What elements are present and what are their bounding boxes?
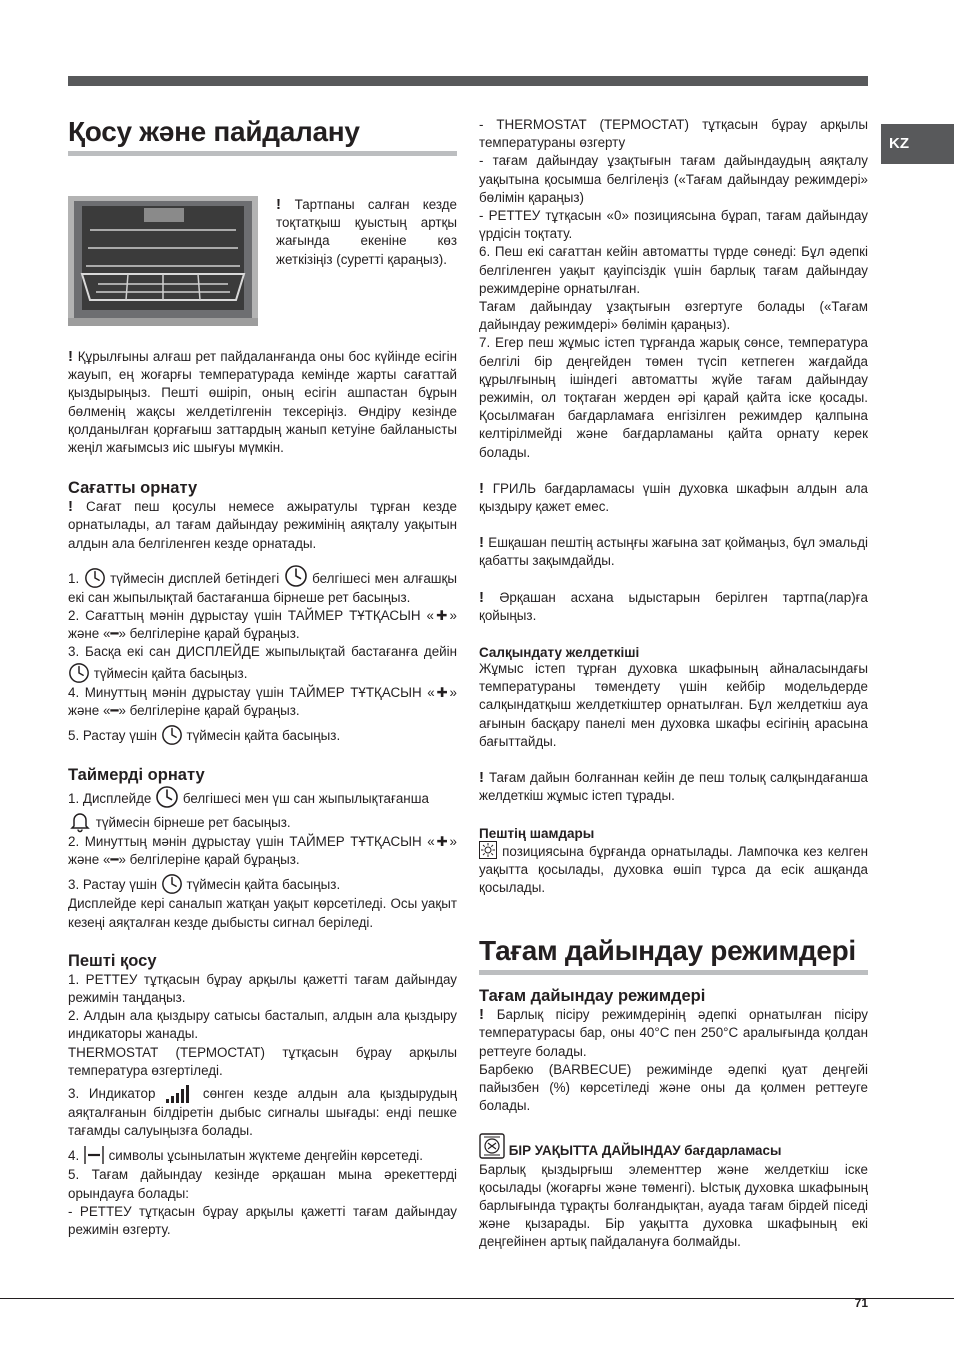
left-column: Қосу және пайдалану ! Тартпаны салған кезде тоқтатқыш қуыстың артқы жағында екеніне көз жеткізіңіз (суретті қараңыз). ! Құрылғыны алғаш рет пайдаланғанда оны бос күйінде есігін жауып, ең жоғарғы температурада кемінде жарты сағаттай қыздырыңыз. Пешті өшіріп, оның есігін ашпастан бұрын бөлменің жақсы желдетілгенін тексеріңіз. Өндіру кезінде қолданылған қорғағыш заттардың жанып кетуіне байланысты жеңіл жағымсыз иіс шығуы мүмкін. Сағатты орнату ! Сағат пеш қосулы немесе ажыратулы тұрған кезде орнатылады, ал тағам дайындау режимінің аяқталу уақытын алдын ала белгіленген кезде орнатады. 1. түймесін дисплей бетіндегі белгішесі мен алғашқы екі сан жыпылықтай бастағанша бірнеше рет басыңыз. 2. Сағаттың мәнін дұрыстау үшін ТАЙМЕР ТҰТҚАСЫН «✚» және «━» белгілеріне қарай бұраңыз. 3. Басқа екі сан ДИСПЛЕЙДЕ жыпылықтай бастағанға дейін түймесін қайта басыңыз. 4. Минуттың мәнін дұрыстау үшін ТАЙМЕР ТҰТҚАСЫН «✚» және «━» белгілеріне қарай бұраңыз. 5. Растау үшін түймесін қайта басыңыз. Таймерді орнату 1. Дисплейде белгішесі мен үш сан жыпылықтағанша түймесін бірнеше рет басыңыз. 2. Минуттың мәнін дұрыстау үшін ТАЙМЕР ТҰТҚАСЫН «✚» және «━» белгілеріне қарай бұраңыз. 3. Растау үшін түймесін қайта басыңыз. Дисплейде кері саналып жатқан уақыт көрсетіледі. Осы уақыт кезеңі аяқталған кезде дыбысты сигнал беріледі. Пешті қосу 1. РЕТТЕУ тұтқасын бұрау арқылы қажетті тағам дайындау режимін таңдаңыз. 2. Алдын ала қыздыру сатысы басталып, алдын ала қыздыру индикаторы жанады. THERMOSTAT (ТЕРМОСТАТ) тұтқасын бұрау арқылы температура өзгертіледі. 3. Индикатор сөнген кезде алдын ала қыздырудың аяқталғанын білдіретін дыбыс сигналы шығады: енді пешке тағамды салуыңызға болады. 4. символы ұсынылатын жүктеме деңгейін көрсетеді. 5. Тағам дайындау кезінде әрқашан мына әрекеттерді орындауға болады: - РЕТТЕУ тұтқасын бұрау арқылы қажетті тағам дайындау режимін өзгерту. [68, 116, 457, 1239]
start-heading: Пешті қосу [68, 951, 157, 970]
plus-icon: ✚ [433, 608, 450, 624]
multi-mode-text: Барлық қыздырғыш элементтер және желдеткіш іске қосылады (жоғарғы және төменгі). Ыстық духовка шкафының барлығында тұрақты болғандықтан, ауада тағам бірдей піседі және қызарады. Бір уақытта духовка шкафының екі деңгейінен артық пайдалануға болмайды. [479, 1161, 868, 1250]
clock-button-icon [68, 662, 90, 684]
minus-icon: ━ [110, 852, 119, 868]
clock-heading: Сағатты орнату [68, 479, 198, 498]
tray-note-block: ! Тартпаны салған кезде тоқтатқыш қуыстың артқы жағында екеніне көз жеткізіңіз (суретті қараңыз). [68, 196, 457, 336]
clock-display-icon [155, 785, 179, 809]
shelf-level-icon [83, 1144, 105, 1166]
timer-step-3: 3. Растау үшін түймесін қайта басыңыз. Дисплейде кері саналып жатқан уақыт көрсетіледі. Осы уақыт кезеңі аяқталған кезде дыбысты сигнал беріледі. [68, 873, 457, 931]
fan-text: Жұмыс істеп тұрған духовка шкафының айналасындағы температураны төмендету үшін кейбір модельдерде салқындатқыш желдеткіштер орнатылған. Бұл желдеткіш ауа ағынын басқару панелі мен духовка шкафы есігінің арасына бағыттайды. [479, 661, 868, 749]
clock-display-icon [284, 563, 308, 589]
right-p5: Тағам дайындау ұзақтығын өзгертуге болады («Тағам дайындау режимдері» бөлімін қараңыз). [479, 299, 868, 333]
multi-cooking-icon [479, 1133, 505, 1159]
clock-note: Сағат пеш қосулы немесе ажыратулы тұрған кезде орнатылады, ал тағам дайындау режимінің аяқталу уақытын алдын ала белгіленген кезде орнатады. [68, 499, 457, 551]
timer-step-2: 2. Минуттың мәнін дұрыстау үшін ТАЙМЕР ТҰТҚАСЫН «✚» және «━» белгілеріне қарай бұраңыз. [68, 834, 457, 868]
clock-step-3: 3. Басқа екі сан ДИСПЛЕЙДЕ жыпылықтай бастағанға дейін түймесін қайта басыңыз. [68, 643, 457, 683]
clock-button-icon [161, 873, 183, 895]
clock-button-icon [161, 724, 183, 746]
cookware-note: Әрқашан асхана ыдыстарын берілген тартпа(лар)ға қойыңыз. [479, 589, 868, 623]
plus-icon: ✚ [434, 834, 450, 850]
modes-heading: Тағам дайындау режимдері [479, 987, 706, 1006]
right-p3: - РЕТТЕУ тұтқасын «0» позициясына бұрап, тағам дайындау үрдісін тоқтату. [479, 208, 868, 242]
right-column: - THERMOSTAT (ТЕРМОСТАТ) тұтқасын бұрау арқылы температураны өзгерту - тағам дайындау ұзақтығын тағам дайындаудың аяқталу уақытына қосымша белгілеңіз («Тағам дайындау режимдері» бөлімін қараңыз) - РЕТТЕУ тұтқасын «0» позициясына бұрап, тағам дайындау үрдісін тоқтату. 6. Пеш екі сағаттан кейін автоматты түрде сөнеді: Бұл әдепкі белгіленген уақыт қауіпсіздік үшін барлық тағам дайындау режимдеріне орнатылған. Тағам дайындау ұзақтығын өзгертуге болады («Тағам дайындау режимдері» бөлімін қараңыз). 7. Егер пеш жұмыс істеп тұрғанда жарық сөнсе, температура белгілі бір деңгейден төмен түсіп кетпеген жағдайда құрылғының ішіндегі автоматты жүйе тағам дайындау режимін, ол тоқтаған жерден әрі қарай қайта іске қосады. Қосылмаған бағдарламаға енгізілген режимдер қалпына келтірілмейді және бағдарламаны қайта орнату керек болады. ! ГРИЛЬ бағдарламасы үшін духовка шкафын алдын ала қыздыру қажет емес. ! Ешқашан пештің астыңғы жағына зат қоймаңыз, бұл эмальді қабатты зақымдайды. ! Әрқашан асхана ыдыстарын берілген тартпа(лар)ға қойыңыз. Салқындату желдеткіші Жұмыс істеп тұрған духовка шкафының айналасындағы температураны төмендету үшін кейбір модельдерде салқындатқыш желдеткіштер орнатылған. Бұл желдеткіш ауа ағынын басқару панелі мен духовка шкафы есігінің арасына бағыттайды. ! Тағам дайын болғаннан кейін де пеш толық салқындағанша желдеткіш жұмыс істеп тұрады. Пештің шамдары позициясына бұрғанда орнатылады. Лампочка кез келген уақытта қосылады, духовка өшіп тұрса да есік ашқанда қосылады. Тағам дайындау режимдері Тағам дайындау режимдері ! Барлық пісіру режимдерінің әдепкі орнатылған пісіру температурасы бар, оны 40°C пен 250°C аралығында қолдан реттеуге болады. Барбекю (BARBECUE) режимінде әдепкі қуат деңгейі пайызбен (%) көрсетіледі және оны да қолмен реттеуге болады. БІР УАҚЫТТА ДАЙЫНДАУ бағдарламасы Барлық қыздырғыш элементтер және желдеткіш іске қосылады (жоғарғы және төменгі). Ыстық духовка шкафының барлығында тұрақты болғандықтан, ауада тағам бірдей піседі және қызарады. Бір уақытта духовка шкафының екі деңгейінен артық пайдалануға болмайды. [479, 116, 868, 1252]
fan-heading: Салқындату желдеткіші [479, 645, 640, 661]
multi-mode-row [479, 1133, 868, 1160]
modes-p1: Барлық пісіру режимдерінің әдепкі орнатылған пісіру температурасы бар, оны 40°C пен 250°C аралығында қолдан реттеуге болады. [479, 1007, 868, 1059]
timer-step-1: 1. Дисплейде белгішесі мен үш сан жыпылықтағанша түймесін бірнеше рет басыңыз. [68, 785, 457, 833]
oven-rack-illustration [68, 196, 258, 326]
minus-icon: ━ [110, 702, 119, 718]
multi-mode-label: БІР УАҚЫТТА ДАЙЫНДАУ бағдарламасы [508, 1143, 782, 1159]
start-p4: 3. Индикатор сөнген кезде алдын ала қыздырудың аяқталғанын білдіретін дыбыс сигналы шығады: енді пешке тағамды салуыңызға болады. [68, 1086, 457, 1139]
plus-icon: ✚ [434, 684, 450, 700]
lamp-heading: Пештің шамдары [479, 825, 595, 841]
clock-step-4: 4. Минуттың мәнін дұрыстау үшін ТАЙМЕР ТҰТҚАСЫН «✚» және «━» белгілеріне қарай бұраңыз. [68, 684, 457, 718]
start-p7: - РЕТТЕУ тұтқасын бұрау арқылы қажетті тағам дайындау режимін өзгерту. [68, 1203, 457, 1238]
first-use-note: Құрылғыны алғаш рет пайдаланғанда оны бос күйінде есігін жауып, ең жоғарғы температурада кемінде жарты сағаттай қыздырыңыз. Пешті өшіріп, оның есігін ашпастан бұрын бөлменің жақсы желдетілгенін тексеріңіз. Өндіру кезінде қолданылған қорғағыш заттардың жанып кетуіне байланысты жеңіл жағымсыз иіс шығуы мүмкін. [68, 349, 457, 456]
tray-note: Тартпаны салған кезде тоқтатқыш қуыстың артқы жағында екеніне көз жеткізіңіз (суретті қараңыз). [276, 197, 457, 267]
grill-note: ГРИЛЬ бағдарламасы үшін духовка шкафын алдын ала қыздыру қажет емес. [479, 480, 868, 515]
modes-p2: Барбекю (BARBECUE) режимінде әдепкі қуат деңгейі пайызбен (%) көрсетіледі және оны да қолмен реттеуге болады. [479, 1061, 868, 1114]
clock-step-1: 1. түймесін дисплей бетіндегі белгішесі мен алғашқы екі сан жыпылықтай бастағанша бірнеше рет басыңыз. [68, 563, 457, 607]
right-p1: - THERMOSTAT (ТЕРМОСТАТ) тұтқасын бұрау арқылы температураны өзгерту [479, 117, 868, 151]
page-title: Қосу және пайдалану [68, 116, 457, 156]
clock-button-icon [84, 567, 106, 589]
right-p6: 7. Егер пеш жұмыс істеп тұрғанда жарық сөнсе, температура белгілі бір деңгейден төмен түсіп кетпеген жағдайда құрылғының ішіндегі автоматты жүйе тағам дайындау режимін, ол тоқтаған жерден әрі қарай қайта іске қосады. Қосылмаған бағдарламаға енгізілген режимдер қалпына келтірілмейді және бағдарламаны қайта орнату керек болады. [479, 335, 868, 460]
language-tab: KZ [881, 124, 954, 164]
minus-icon: ━ [110, 626, 119, 642]
start-p5: 4. символы ұсынылатын жүктеме деңгейін көрсетеді. [68, 1144, 457, 1166]
right-p4: 6. Пеш екі сағаттан кейін автоматты түрде сөнеді: Бұл әдепкі белгіленген уақыт қауіпсіздік үшін барлық тағам дайындау режимдеріне орнатылған. [479, 244, 868, 296]
lamp-icon [479, 841, 497, 859]
start-p6: 5. Тағам дайындау кезінде әрқашан мына әрекеттерді орындауға болады: [68, 1167, 457, 1201]
top-bar [68, 76, 868, 86]
lamp-text: позициясына бұрғанда орнатылады. Лампочка кез келген уақытта қосылады, духовка өшіп тұрса да есік ашқанда қосылады. [479, 841, 868, 898]
modes-title: Тағам дайындау режимдері [479, 935, 868, 975]
start-p3: THERMOSTAT (ТЕРМОСТАТ) тұтқасын бұрау арқылы температура өзгертіледі. [68, 1044, 457, 1078]
preheat-indicator-icon [165, 1084, 193, 1104]
start-p1: 1. РЕТТЕУ тұтқасын бұрау арқылы қажетті тағам дайындау режимін таңдаңыз. [68, 971, 457, 1006]
clock-step-5: 5. Растау үшін түймесін қайта басыңыз. [68, 724, 457, 746]
start-p2: 2. Алдын ала қыздыру сатысы басталып, алдын ала қыздыру индикаторы жанады. [68, 1008, 457, 1042]
footer-line [0, 1298, 954, 1299]
page-number: 71 [854, 1296, 868, 1310]
right-p2: - тағам дайындау ұзақтығын тағам дайындаудың аяқталу уақытына қосымша белгілеңіз («Тағам дайындау режимдері» бөлімін қараңыз) [479, 153, 868, 205]
bell-icon [68, 809, 92, 833]
bottom-note: Ешқашан пештің астыңғы жағына зат қоймаңыз, бұл эмальді қабатты зақымдайды. [479, 535, 868, 569]
timer-heading: Таймерді орнату [68, 766, 205, 785]
fan-note: Тағам дайын болғаннан кейін де пеш толық салқындағанша желдеткіш жұмыс істеп тұрады. [479, 770, 868, 804]
clock-step-2: 2. Сағаттың мәнін дұрыстау үшін ТАЙМЕР ТҰТҚАСЫН «✚» және «━» белгілеріне қарай бұраңыз. [68, 608, 457, 642]
